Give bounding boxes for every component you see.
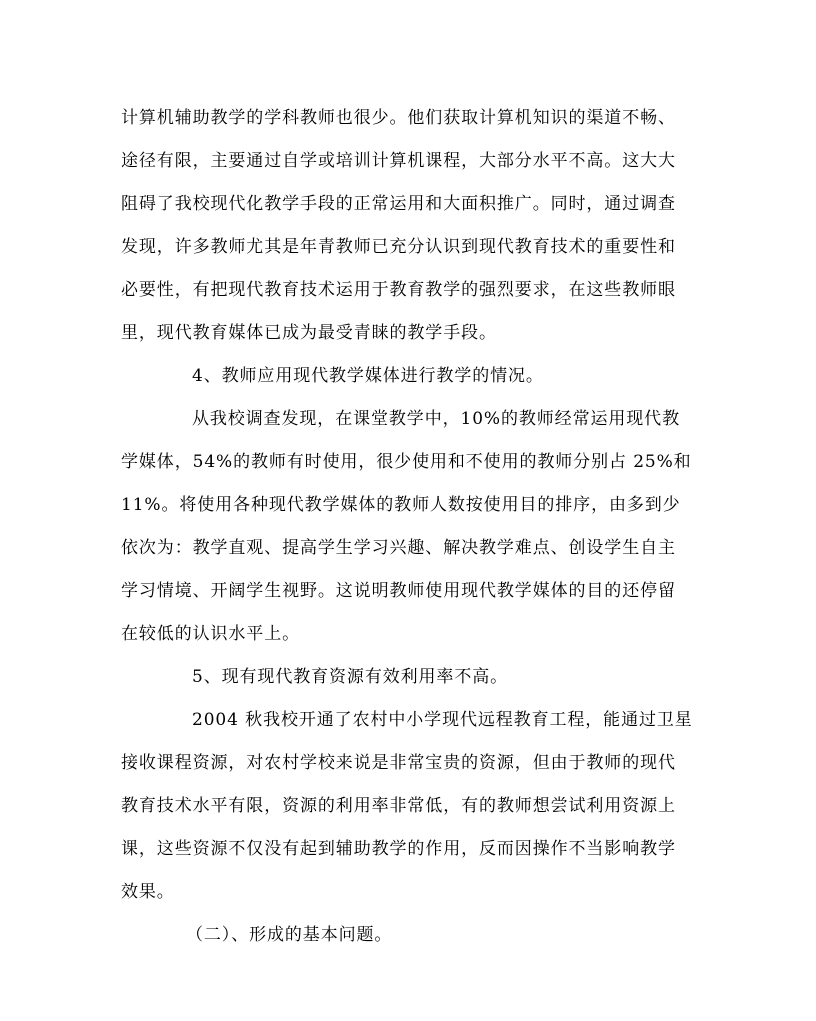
text-line: 阻碍了我校现代化教学手段的正常运用和大面积推广。同时，通过调查 (121, 194, 676, 214)
text-line: 在较低的认识水平上。 (121, 624, 300, 644)
text-line: 接收课程资源，对农村学校来说是非常宝贵的资源，但由于教师的现代 (121, 753, 676, 773)
text-line: 必要性，有把现代教育技术运用于教育教学的强烈要求，在这些教师眼 (121, 280, 676, 300)
text-line: 依次为：教学直观、提高学生学习兴趣、解决教学难点、创设学生自主 (121, 538, 676, 558)
section-heading-2: （二）、形成的基本问题。 (186, 925, 393, 945)
section-heading-4: 4、教师应用现代教学媒体进行教学的情况。 (192, 366, 544, 386)
text-line: 课，这些资源不仅没有起到辅助教学的作用，反而因操作不当影响教学 (121, 839, 676, 859)
text-line: 效果。 (121, 882, 175, 902)
text-line: 里，现代教育媒体已成为最受青睐的教学手段。 (121, 323, 497, 343)
text-line: 教育技术水平有限，资源的利用率非常低，有的教师想尝试利用资源上 (121, 796, 676, 816)
text-line: 学媒体，54%的教师有时使用，很少使用和不使用的教师分别占 25%和 (121, 452, 692, 472)
section-heading-5: 5、现有现代教育资源有效利用率不高。 (192, 667, 509, 687)
text-line: 发现，许多教师尤其是年青教师已充分认识到现代教育技术的重要性和 (121, 237, 676, 257)
text-line: 学习情境、开阔学生视野。这说明教师使用现代教学媒体的目的还停留 (121, 581, 676, 601)
text-line: 2004 秋我校开通了农村中小学现代远程教育工程，能通过卫星 (192, 710, 693, 730)
text-line: 途径有限，主要通过自学或培训计算机课程，大部分水平不高。这大大 (121, 151, 676, 171)
text-line: 11%。将使用各种现代教学媒体的教师人数按使用目的排序，由多到少 (121, 495, 681, 515)
text-line: 从我校调查发现，在课堂教学中，10%的教师经常运用现代教 (192, 409, 680, 429)
text-line: 计算机辅助教学的学科教师也很少。他们获取计算机知识的渠道不畅、 (121, 108, 676, 128)
